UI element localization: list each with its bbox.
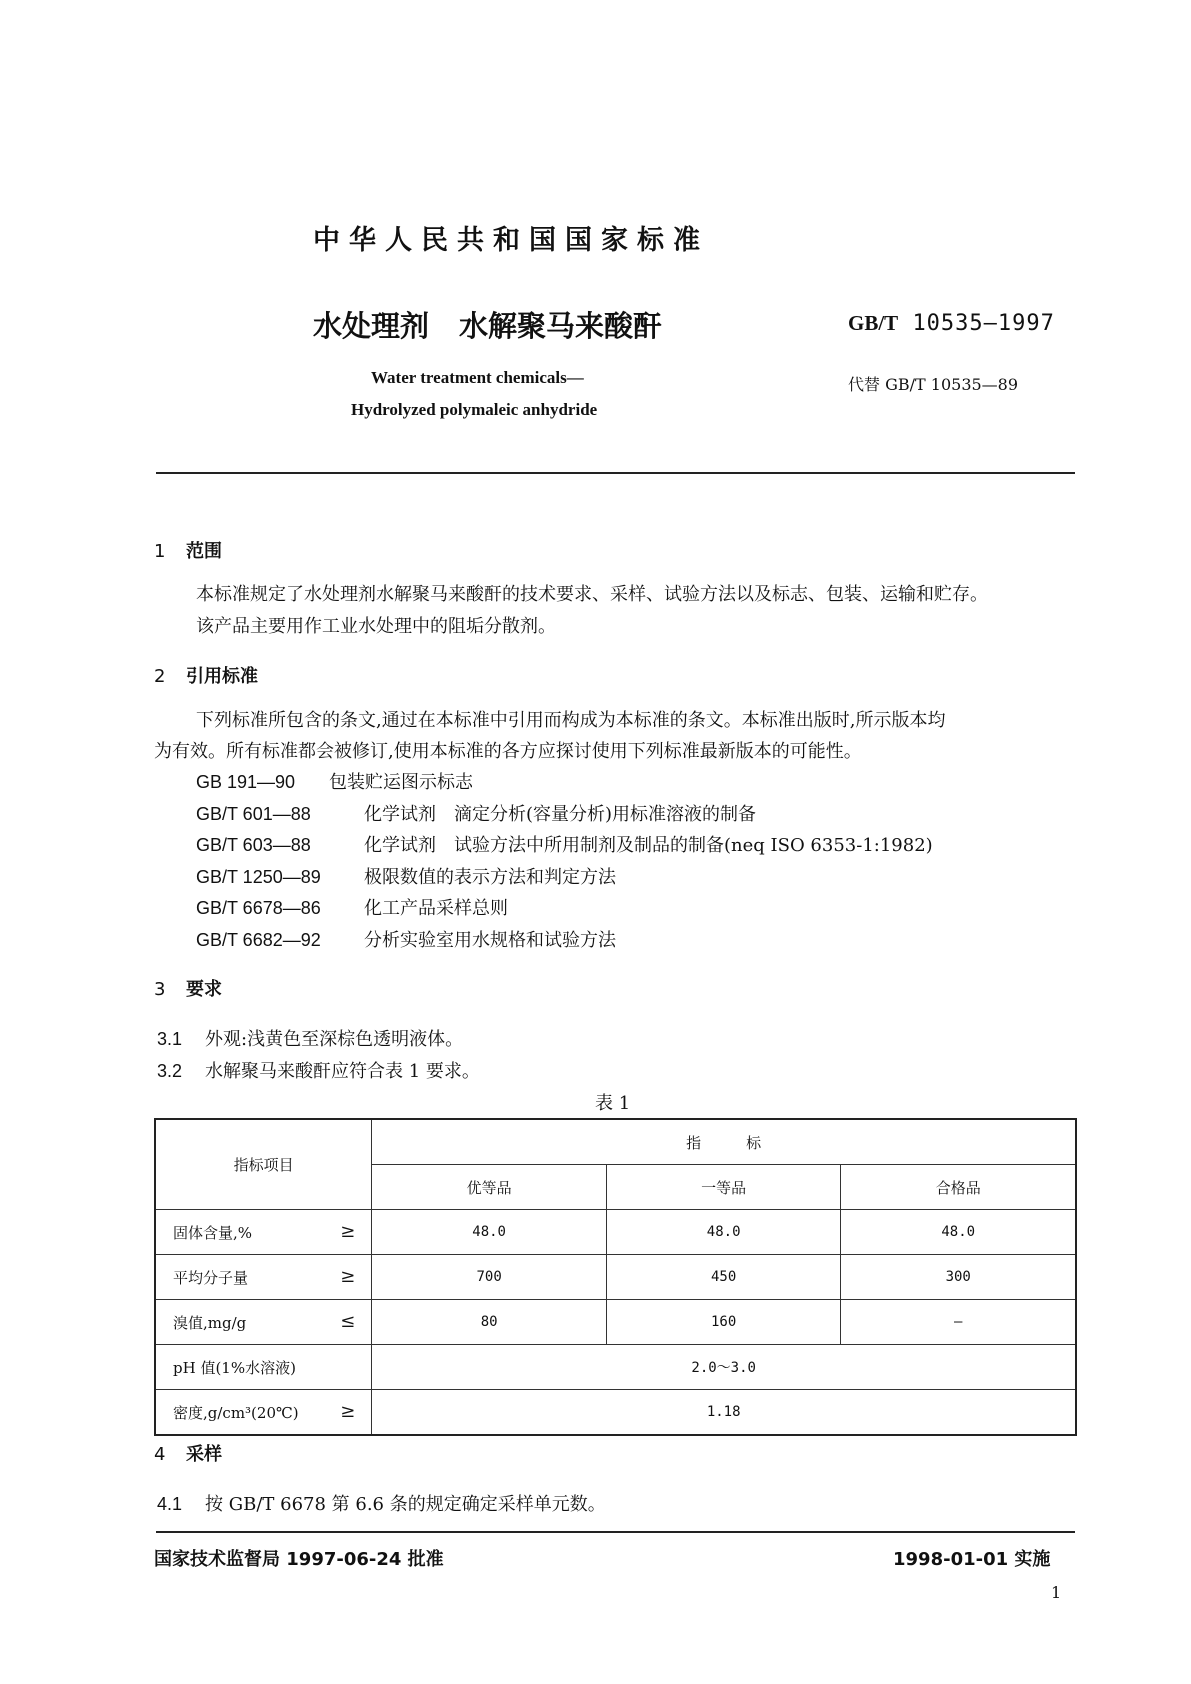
reference-code: GB/T 1250—89 bbox=[196, 867, 321, 887]
section-1-heading bbox=[154, 537, 222, 563]
document-title-cn bbox=[313, 304, 662, 345]
row-label bbox=[155, 1390, 372, 1436]
reference-title: 化学试剂 试验方法中所用制剂及制品的制备(neq ISO 6353-1:1982) bbox=[364, 835, 933, 856]
reference-item bbox=[196, 863, 616, 889]
clause-3-2-number: 3.2 bbox=[157, 1061, 183, 1081]
row-name: 溴值,mg/g bbox=[173, 1313, 247, 1332]
grade-qualified: 合格品 bbox=[841, 1165, 1076, 1210]
table-cell: 300 bbox=[841, 1255, 1076, 1300]
reference-item bbox=[196, 768, 473, 794]
reference-code: GB/T 601—88 bbox=[196, 804, 311, 824]
reference-code: GB/T 6678—86 bbox=[196, 898, 321, 918]
table-row bbox=[155, 1300, 1076, 1345]
section-3-title: 要求 bbox=[186, 979, 222, 1000]
reference-item bbox=[196, 926, 616, 952]
reference-item bbox=[196, 800, 756, 826]
clause-3-1-number: 3.1 bbox=[157, 1029, 183, 1049]
table-header-row bbox=[155, 1119, 1076, 1165]
table-cell: 450 bbox=[606, 1255, 841, 1300]
row-operator: ≥ bbox=[340, 1401, 356, 1422]
national-standard-heading: 中华人民共和国国家标准 bbox=[313, 225, 709, 256]
header-spec: 指 标 bbox=[372, 1119, 1076, 1165]
title-en-line2: Hydrolyzed polymaleic anhydride bbox=[351, 400, 598, 419]
table-row bbox=[155, 1345, 1076, 1390]
footer-divider bbox=[156, 1531, 1075, 1533]
clause-3-1 bbox=[157, 1025, 463, 1051]
table-cell: 48.0 bbox=[606, 1210, 841, 1255]
reference-title: 分析实验室用水规格和试验方法 bbox=[364, 930, 616, 951]
standard-number-prefix: GB/T bbox=[848, 311, 899, 335]
title-en-line1: Water treatment chemicals— bbox=[371, 368, 584, 387]
table-caption: 表 1 bbox=[595, 1093, 631, 1114]
section-2-number: 2 bbox=[154, 666, 166, 687]
section-3-number: 3 bbox=[154, 979, 166, 1000]
row-name: 平均分子量 bbox=[173, 1268, 249, 1287]
grade-first: 一等品 bbox=[606, 1165, 841, 1210]
reference-title: 极限数值的表示方法和判定方法 bbox=[364, 867, 616, 888]
reference-code: GB/T 603—88 bbox=[196, 835, 311, 855]
specification-table bbox=[154, 1118, 1077, 1436]
row-name: 密度,g/cm³(20℃) bbox=[173, 1403, 299, 1422]
grade-premium: 优等品 bbox=[372, 1165, 607, 1210]
replaces-standard: 代替 GB/T 10535—89 bbox=[848, 375, 1019, 394]
clause-3-2-text: 水解聚马来酸酐应符合表 1 要求。 bbox=[205, 1061, 480, 1082]
reference-code: GB/T 6682—92 bbox=[196, 930, 321, 950]
table-cell: 160 bbox=[606, 1300, 841, 1345]
header-item: 指标项目 bbox=[155, 1119, 372, 1210]
section-1-paragraph-2: 该产品主要用作工业水处理中的阻垢分散剂。 bbox=[196, 616, 556, 637]
section-1-title: 范围 bbox=[186, 541, 222, 562]
reference-title: 化工产品采样总则 bbox=[364, 898, 508, 919]
row-label bbox=[155, 1210, 372, 1255]
header-divider bbox=[156, 472, 1075, 474]
section-2-paragraph-2: 为有效。所有标准都会被修订,使用本标准的各方应探讨使用下列标准最新版本的可能性。 bbox=[154, 741, 862, 762]
section-2-heading bbox=[154, 662, 258, 688]
table-row bbox=[155, 1255, 1076, 1300]
table-cell: 700 bbox=[372, 1255, 607, 1300]
clause-3-2 bbox=[157, 1057, 480, 1083]
row-label bbox=[155, 1300, 372, 1345]
table-cell: 48.0 bbox=[841, 1210, 1076, 1255]
title-cn-part2: 水解聚马来酸酐 bbox=[459, 309, 663, 343]
row-label bbox=[155, 1255, 372, 1300]
reference-title: 化学试剂 滴定分析(容量分析)用标准溶液的制备 bbox=[364, 804, 757, 825]
title-cn-part1: 水处理剂 bbox=[313, 309, 430, 343]
row-operator: ≤ bbox=[340, 1311, 356, 1332]
clause-4-1-number: 4.1 bbox=[157, 1494, 183, 1514]
section-4-heading bbox=[154, 1440, 222, 1466]
row-operator: ≥ bbox=[340, 1221, 356, 1242]
standard-number bbox=[848, 311, 1055, 336]
section-1-number: 1 bbox=[154, 541, 166, 562]
section-3-heading bbox=[154, 975, 222, 1001]
row-operator: ≥ bbox=[340, 1266, 356, 1287]
row-name: 固体含量,% bbox=[173, 1223, 253, 1242]
page-number: 1 bbox=[1051, 1583, 1062, 1602]
section-1-paragraph-1: 本标准规定了水处理剂水解聚马来酸酐的技术要求、采样、试验方法以及标志、包装、运输和贮存。 bbox=[196, 584, 988, 605]
section-2-paragraph-1: 下列标准所包含的条文,通过在本标准中引用而构成为本标准的条文。本标准出版时,所示版本均 bbox=[196, 710, 946, 731]
table-cell: — bbox=[841, 1300, 1076, 1345]
reference-item bbox=[196, 894, 508, 920]
effective-date: 1998-01-01 实施 bbox=[893, 1549, 1051, 1570]
table-cell-merged: 1.18 bbox=[372, 1390, 1076, 1436]
table-row bbox=[155, 1390, 1076, 1436]
clause-4-1 bbox=[157, 1490, 606, 1516]
table-row bbox=[155, 1210, 1076, 1255]
section-4-title: 采样 bbox=[186, 1444, 222, 1465]
reference-item bbox=[196, 831, 933, 857]
standard-number-value: 10535—1997 bbox=[912, 311, 1055, 336]
row-label bbox=[155, 1345, 372, 1390]
reference-title: 包装贮运图示标志 bbox=[329, 772, 473, 793]
reference-code: GB 191—90 bbox=[196, 772, 296, 792]
table-cell-merged: 2.0～3.0 bbox=[372, 1345, 1076, 1390]
table-cell: 48.0 bbox=[372, 1210, 607, 1255]
section-2-title: 引用标准 bbox=[186, 666, 258, 687]
row-name: pH 值(1%水溶液) bbox=[173, 1358, 296, 1377]
section-4-number: 4 bbox=[154, 1444, 166, 1465]
table-cell: 80 bbox=[372, 1300, 607, 1345]
clause-4-1-text: 按 GB/T 6678 第 6.6 条的规定确定采样单元数。 bbox=[205, 1494, 606, 1515]
clause-3-1-text: 外观:浅黄色至深棕色透明液体。 bbox=[205, 1029, 464, 1050]
approval-note: 国家技术监督局 1997-06-24 批准 bbox=[154, 1549, 444, 1570]
